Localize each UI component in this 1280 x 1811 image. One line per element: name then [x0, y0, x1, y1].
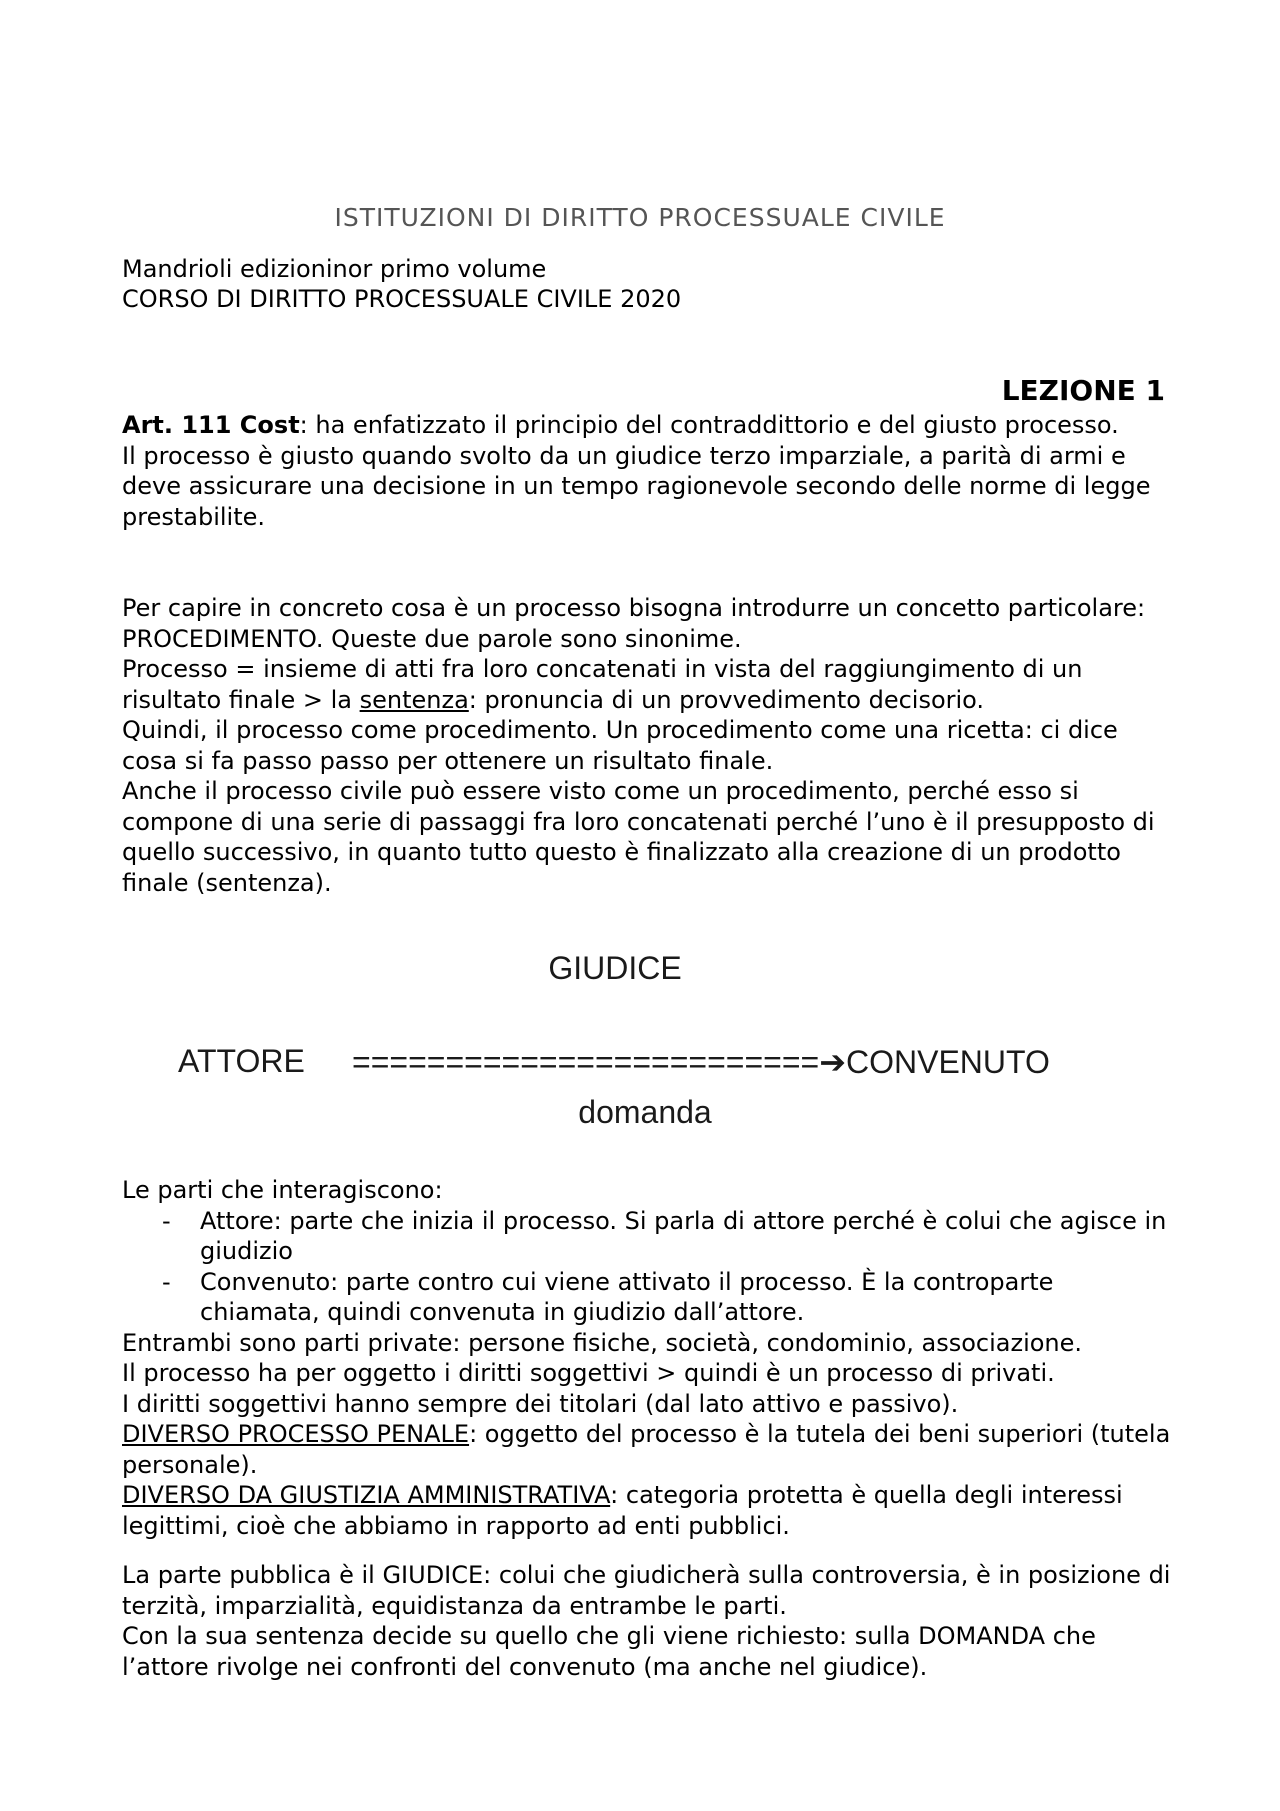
diagram-domanda-label: domanda — [578, 1094, 712, 1130]
process-definition-text: Processo = insieme di atti fra loro concatenati in vista del raggiungimento di un risultato finale > la — [122, 655, 1083, 714]
lesson-heading: LEZIONE 1 — [1001, 374, 1165, 407]
article-text: : ha enfatizzato il principio del contraddittorio e del giusto processo. — [299, 411, 1119, 439]
process-definition-paragraph — [122, 654, 1172, 715]
sentenza-definition: : pronuncia di un provvedimento decisorio. — [468, 685, 985, 714]
section-article-111 — [122, 410, 1172, 532]
administrative-justice-heading: DIVERSO DA GIUSTIZIA AMMINISTRATIVA — [122, 1481, 611, 1509]
article-reference: Art. 111 Cost — [122, 411, 300, 439]
sentenza-term: sentenza — [359, 685, 469, 714]
criminal-process-paragraph — [122, 1419, 1172, 1480]
diagram-arrow-convenuto: =========================➔CONVENUTO — [352, 1044, 1050, 1080]
rights-holders-paragraph: I diritti soggettivi hanno sempre dei titolari (dal lato attivo e passivo). — [122, 1389, 959, 1418]
criminal-process-text: : oggetto del processo è la tutela dei beni superiori (tutela personale). — [122, 1420, 1171, 1479]
procedure-intro-paragraph: Per capire in concreto cosa è un processo bisogna introdurre un concetto particolare: PROCEDIMENTO. Queste due parole sono sinonime. — [122, 594, 1146, 653]
civil-process-paragraph: Anche il processo civile può essere visto come un procedimento, perché esso si compone di una serie di passaggi fra loro concatenati perché l’uno è il presupposto di quello successivo, in quanto tutto questo è finalizzato alla creazione di un prodotto finale (sentenza). — [122, 777, 1155, 897]
judgment-paragraph: Con la sua sentenza decide su quello che gli viene richiesto: sulla DOMANDA che l’attore rivolge nei confronti del convenuto (ma anche nel giudice). — [122, 1622, 1096, 1681]
criminal-process-heading: DIVERSO PROCESSO PENALE — [122, 1420, 470, 1448]
subjective-rights-paragraph: Il processo ha per oggetto i diritti soggettivi > quindi è un processo di privati. — [122, 1359, 1055, 1387]
administrative-justice-text: : categoria protetta è quella degli interessi legittimi, cioè che abbiamo in rapporto ad enti pubblici. — [122, 1481, 1123, 1540]
recipe-paragraph: Quindi, il processo come procedimento. Un procedimento come una ricetta: ci dice cosa si fa passo passo per ottenere un risultato finale. — [122, 716, 1118, 775]
list-item — [122, 1206, 1172, 1267]
private-parties-paragraph: Entrambi sono parti private: persone fisiche, società, condominio, associazione. — [122, 1328, 1083, 1357]
book-reference: Mandrioli edizioninor primo volume — [122, 255, 547, 283]
parties-list — [122, 1206, 1172, 1328]
course-name: CORSO DI DIRITTO PROCESSUALE CIVILE 2020 — [122, 285, 682, 313]
article-paragraph — [122, 410, 1172, 441]
public-party-paragraph: La parte pubblica è il GIUDICE: colui che giudicherà sulla controversia, è in posizione di terzità, imparzialità, equidistanza da entrambe le parti. — [122, 1561, 1171, 1620]
list-dash: - — [162, 1267, 171, 1296]
administrative-justice-paragraph — [122, 1480, 1172, 1541]
attore-definition: Attore: parte che inizia il processo. Si parla di attore perché è colui che agisce in giudizio — [200, 1206, 1167, 1265]
document-title: ISTITUZIONI DI DIRITTO PROCESSUALE CIVILE — [334, 203, 946, 232]
diagram-attore-label: ATTORE — [178, 1043, 305, 1079]
section-parties — [122, 1175, 1172, 1541]
diagram-giudice-label: GIUDICE — [548, 950, 682, 986]
section-judge — [122, 1560, 1172, 1682]
section-procedure — [122, 593, 1172, 898]
list-item — [122, 1267, 1172, 1328]
parties-intro: Le parti che interagiscono: — [122, 1176, 443, 1204]
fair-trial-paragraph: Il processo è giusto quando svolto da un giudice terzo imparziale, a parità di armi e deve assicurare una decisione in un tempo ragionevole secondo delle norme di legge prestabilite. — [122, 441, 1151, 531]
convenuto-definition: Convenuto: parte contro cui viene attivato il processo. È la controparte chiamata, quindi convenuta in giudizio dall’attore. — [200, 1267, 1054, 1326]
list-dash: - — [162, 1206, 171, 1235]
